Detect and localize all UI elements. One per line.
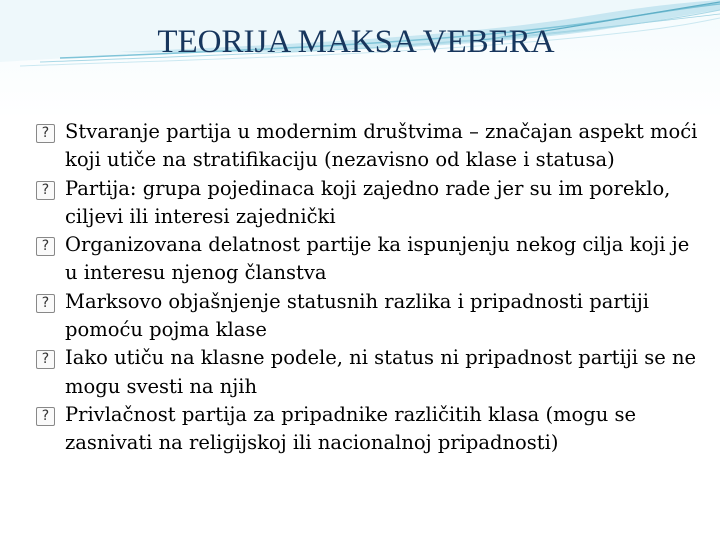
bullet-list	[36, 118, 700, 458]
missing-glyph-bullet-icon: ?	[36, 350, 55, 369]
bullet-text: Organizovana delatnost partije ka ispunjenju nekog cilja koji je u interesu njenog članstva	[65, 233, 690, 285]
bullet-item	[36, 118, 700, 175]
missing-glyph-bullet-icon: ?	[36, 237, 55, 256]
bullet-item	[36, 401, 700, 458]
missing-glyph-bullet-icon: ?	[36, 294, 55, 313]
bullet-text: Iako utiču na klasne podele, ni status ni pripadnost partiji se ne mogu svesti na njih	[65, 346, 697, 398]
missing-glyph-bullet-icon: ?	[36, 124, 55, 143]
bullet-item	[36, 231, 700, 288]
bullet-text: Stvaranje partija u modernim društvima – značajan aspekt moći koji utiče na stratifikaciju (nezavisno od klase i statusa)	[65, 120, 698, 172]
bullet-item	[36, 344, 700, 401]
missing-glyph-bullet-icon: ?	[36, 407, 55, 426]
missing-glyph-bullet-icon: ?	[36, 181, 55, 200]
bullet-item	[36, 288, 700, 345]
bullet-text: Privlačnost partija za pripadnike različitih klasa (mogu se zasnivati na religijskoj ili nacionalnoj pripadnosti)	[65, 402, 637, 455]
bullet-text: Marksovo objašnjenje statusnih razlika i pripadnosti partiji pomoću pojma klase	[65, 289, 650, 342]
slide-title: TEORIJA MAKSA VEBERA	[157, 24, 555, 60]
bullet-item	[36, 175, 700, 232]
bullet-text: Partija: grupa pojedinaca koji zajedno rade jer su im poreklo, ciljevi ili interesi zajednički	[65, 176, 671, 228]
